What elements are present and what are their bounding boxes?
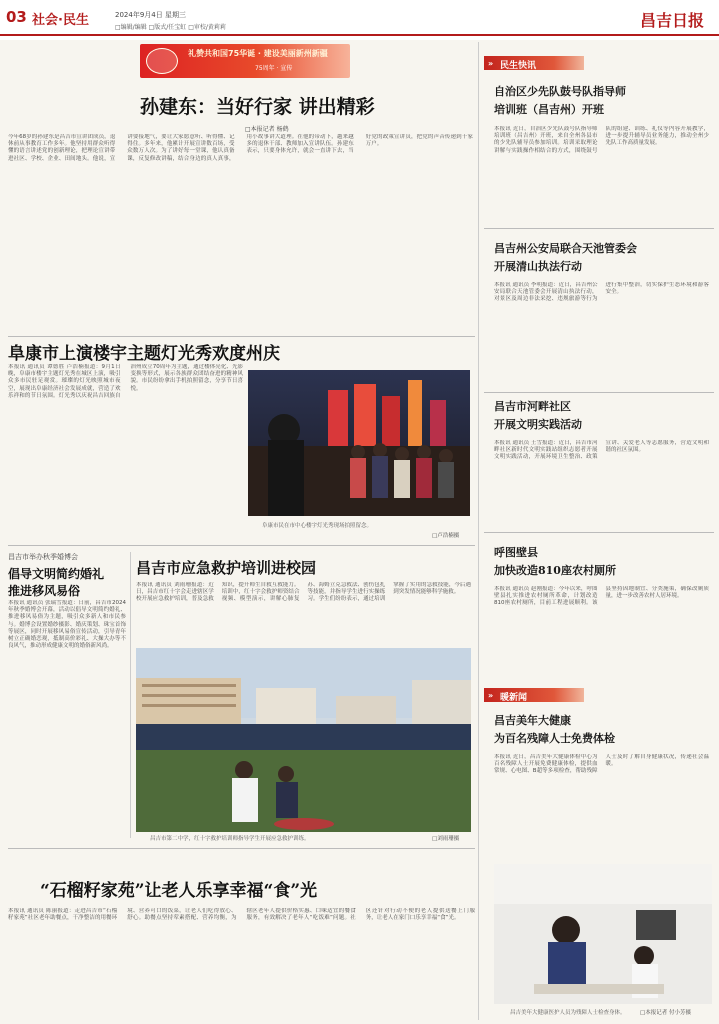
sidebar-item2-title-line2: 开展清山执法行动: [494, 260, 582, 273]
article2-body: 本报讯 通讯员 谭德胜 卢浩楠报道：9月1日晚，阜康市楼宇主题灯光秀在城区上演，吸引众多市民驻足观赏。璀璨的灯光映照城市夜空，展现出阜康经济社会发展成就，营造了欢乐祥和的节日氛围。灯光秀以庆祝昌吉回族自治州成立70周年为主题，通过楼体亮化、光影变换等形式，展示各族群众团结奋进的精神风貌。市民纷纷拿出手机拍照留念，分享节日喜悦。: [8, 364, 243, 399]
banner-title: 礼赞共和国75华诞 · 建设美丽新州新疆: [188, 49, 328, 58]
section-name: 社会·民生: [32, 13, 89, 28]
sidebar-item2-title-line1: 昌吉州公安局联合天池管委会: [494, 242, 637, 255]
warm-news-title: 暖新闻: [500, 693, 528, 703]
sidebar-rule: [478, 42, 479, 1020]
sidebar-item3-title-line2: 开展文明实践活动: [494, 418, 582, 431]
sidebar-item1-body: 本报讯 近日，自治区少先队鼓号队指导师培训班（昌吉州）开班，来自全州各县市的少先队辅导员参加培训。培训采取理论讲解与实践操作相结合的方式，围绕鼓号队的组建、训练、礼仪等内容开展教学，进一步提升辅导员业务能力，推动全州少先队工作高质量发展。: [494, 126, 709, 154]
sidebar-section-header: [484, 56, 584, 70]
warm-news-header: [484, 688, 584, 702]
sidebar-item2-body: 本报讯 通讯员 李明报道：近日，昌吉州公安局联合天池管委会开展清山执法行动，对景区及周边非法采挖、违规旅游等行为进行集中整治，切实保护生态环境和游客安全。: [494, 282, 709, 303]
sidebar-item1-title-line2: 培训班（昌吉州）开班: [494, 103, 604, 116]
sidebar-item5-body: 本报讯 近日，昌吉美年大健康体检中心为百名残障人士开展免费健康体检，提供血常规、心电图、B超等多项检查，帮助残障人士及时了解自身健康状况，传递社会温暖。: [494, 754, 709, 775]
article4-body: 本报讯 通讯员 刘雨珊报道：近日，昌吉市红十字会走进辖区学校开展应急救护培训，普及急救知识，提升师生自救互救能力。培训中，红十字会救护师资结合视频、模型演示，讲解心肺复苏、海姆立克急救法、创伤包扎等技能，并指导学生进行实操练习。学生们纷纷表示，通过培训掌握了实用的急救技能，今后遇到突发情况能够科学施救。: [136, 582, 471, 603]
sidebar-item1-title-line1: 自治区少先队鼓号队指导师: [494, 85, 626, 98]
newspaper-logo: 昌吉日报: [640, 11, 705, 30]
sidebar-item3-title-line1: 昌吉市河畔社区: [494, 400, 571, 413]
article2-photo-credit: □卢浩楠摄: [432, 533, 460, 539]
article5-headline: “石榴籽家苑”让老人乐享幸福“食”光: [40, 881, 318, 901]
sidebar-item4-title-line2: 加快改造810座农村厕所: [494, 564, 616, 577]
article3-body: 本报讯 通讯员 张瑞雪报道：日前，昌吉市2024年秋季婚博会开幕，活动以倡导文明简约婚礼、推进移风易俗为主题，吸引众多新人和市民参与。婚博会设置婚纱摄影、婚庆策划、珠宝首饰等展区，同时开展移风易俗宣传活动，引导青年树立正确婚恋观，抵制高价彩礼、大操大办等不良风气，推动形成健康文明的婚俗新风尚。: [8, 600, 126, 650]
sidebar-item5-title-line1: 昌吉美年大健康: [494, 714, 571, 727]
issue-date: 2024年9月4日 星期三: [115, 11, 186, 19]
article3-headline-line2: 推进移风易俗: [8, 584, 81, 598]
light-show-photo: [248, 370, 470, 516]
masthead-rule: [0, 34, 719, 36]
article2-caption: 阜康市民在市中心楼宇灯光秀现场拍照留念。: [262, 523, 373, 529]
editor-credits: □编辑/编辑 □版式/任宝虹 □审校/黄莉莉: [115, 24, 226, 31]
article4-headline: 昌吉市应急救护培训进校园: [136, 559, 317, 577]
article2-headline: 阜康市上演楼宇主题灯光秀欢度州庆: [8, 344, 280, 364]
sidebar-item4-body: 本报讯 通讯员 赵刚报道：今年以来，呼图壁县扎实推进农村厕所革命，计划改造810座农村厕所，目前工程进展顺利。该县坚持因地制宜、分类施策，确保改厕质量，进一步改善农村人居环境。: [494, 586, 709, 607]
sidebar-item5-credit: □本报记者 付小芳摄: [640, 1010, 691, 1016]
article1-headline: 孙建东：当好行家 讲出精彩: [140, 96, 375, 118]
masthead: [0, 0, 719, 40]
divider: [8, 545, 475, 546]
page-number: 03: [6, 8, 27, 26]
sidebar-item3-body: 本报讯 通讯员 王雪报道：近日，昌吉市河畔社区新时代文明实践站组织志愿者开展文明实践活动，开展环境卫生整治、政策宣讲、关爱老人等志愿服务，营造文明和谐的社区氛围。: [494, 440, 709, 461]
article4-caption: 昌吉市第二中学，红十字救护培训师指导学生开展应急救护训练。: [150, 836, 310, 842]
divider: [484, 228, 714, 229]
sidebar-section-title: 民生快讯: [500, 61, 537, 71]
anniversary-banner: [140, 44, 350, 78]
double-chevron-icon: »: [488, 59, 494, 68]
article3-headline-line1: 倡导文明简约婚礼: [8, 567, 105, 581]
sidebar-item5-caption: 昌吉美年大健康医护人员为残障人士检查身体。: [510, 1010, 626, 1016]
first-aid-training-photo: [136, 648, 471, 832]
anniversary-emblem-icon: [146, 48, 178, 74]
divider: [8, 848, 475, 849]
sidebar-item5-title-line2: 为百名残障人士免费体检: [494, 732, 615, 745]
divider: [484, 532, 714, 533]
divider: [484, 392, 714, 393]
article3-kicker: 昌吉市举办秋季婚博会: [8, 553, 78, 561]
divider: [8, 336, 475, 337]
article1-body: 今年68岁的孙建东是昌吉市宣讲团成员，退休前从事教育工作多年。他坚持用群众听得懂的语言讲述党的创新理论，把理论宣讲带进社区、学校、企业、田间地头。他说，宣讲要接地气，要让大家愿意听、听得懂、记得住。多年来，他累计开展宣讲数百场，受众数万人次。为了讲好每一堂课，他认真备课，反复修改讲稿，结合身边的真人真事，用小故事讲大道理。在他的带动下，越来越多的退休干部、教师加入宣讲队伍。孙建东表示，只要身体允许，就会一直讲下去，当好党的政策宣讲员，把党的声音传递到千家万户。: [8, 134, 473, 162]
banner-subtitle: 75周年 · 宣传: [255, 65, 293, 72]
health-check-photo: [494, 864, 712, 1004]
sidebar-item4-title-line1: 呼图壁县: [494, 546, 538, 559]
column-rule: [130, 552, 131, 838]
article5-body: 本报讯 通讯员 陈丽报道：走进昌吉市“石榴籽家苑”社区老年助餐点，干净整洁的用餐环境、营养可口的饭菜，让老人们吃得放心、舒心。助餐点坚持荤素搭配、营养均衡，为辖区老年人提供价格实惠、口味适宜的餐食服务，有效解决了老年人“吃饭难”问题。社区还针对行动不便的老人提供送餐上门服务，让老人在家门口乐享幸福“食”光。: [8, 908, 475, 922]
double-chevron-icon: »: [488, 691, 494, 700]
article1-byline: □本报记者 杨鹤: [245, 126, 289, 133]
article4-photo-credit: □刘雨珊摄: [432, 836, 460, 842]
